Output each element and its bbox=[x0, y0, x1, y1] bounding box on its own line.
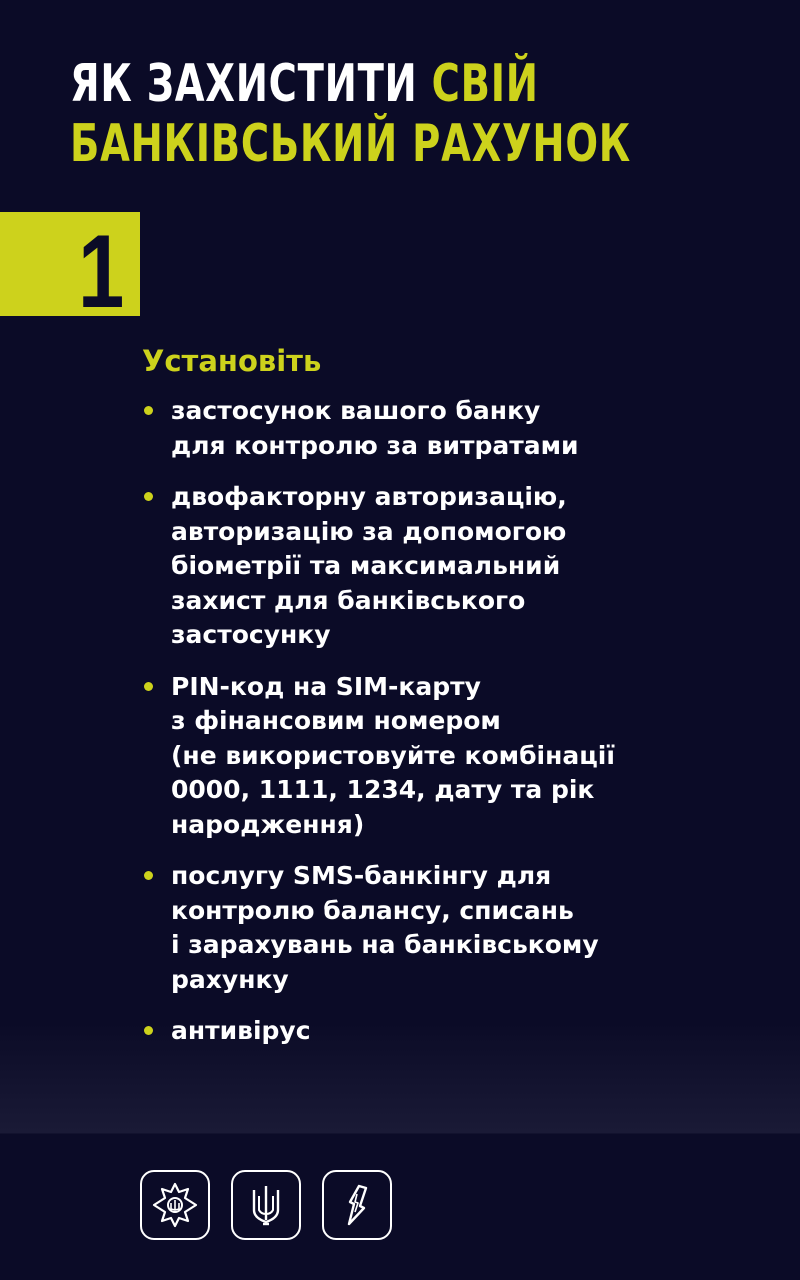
list-item bbox=[142, 670, 782, 843]
shield-emblem-icon bbox=[322, 1170, 392, 1240]
list-item-text: антивірус bbox=[171, 1016, 311, 1045]
step-number-box bbox=[0, 212, 140, 330]
install-list bbox=[142, 394, 782, 1066]
section-title: Установіть bbox=[142, 344, 322, 378]
list-item-text: PIN-код на SIM-карту з фінансовим номером (не використовуйте комбінації 0000, 1111, 1234, дату та рік народження) bbox=[171, 671, 615, 839]
list-item bbox=[142, 1014, 782, 1049]
list-item-text: двофакторну авторизацію, авторизацію за допомогою біометрії та максимальний захист для банківського застосунку bbox=[171, 482, 567, 649]
list-item-text: послугу SMS-банкінгу для контролю балансу, списань і зарахувань на банківському рахунку bbox=[171, 861, 599, 994]
bullet-icon bbox=[144, 406, 153, 415]
footer-emblems bbox=[140, 1170, 392, 1242]
headline-yellow-1: СВІЙ bbox=[431, 54, 539, 114]
list-item bbox=[142, 859, 782, 997]
bullet-icon bbox=[144, 871, 153, 880]
headline bbox=[70, 54, 631, 174]
bullet-icon bbox=[144, 1026, 153, 1035]
list-item bbox=[142, 394, 782, 463]
list-item bbox=[142, 480, 782, 653]
headline-white: ЯК ЗАХИСТИТИ bbox=[70, 54, 432, 114]
step-number: 1 bbox=[78, 214, 125, 330]
cross-emblem-icon bbox=[140, 1170, 210, 1240]
list-item-text: застосунок вашого банку для контролю за витратами bbox=[171, 396, 579, 460]
bullet-icon bbox=[144, 682, 153, 691]
headline-yellow-2: БАНКІВСЬКИЙ РАХУНОК bbox=[70, 114, 632, 174]
bullet-icon bbox=[144, 492, 153, 501]
trident-icon bbox=[231, 1170, 301, 1240]
